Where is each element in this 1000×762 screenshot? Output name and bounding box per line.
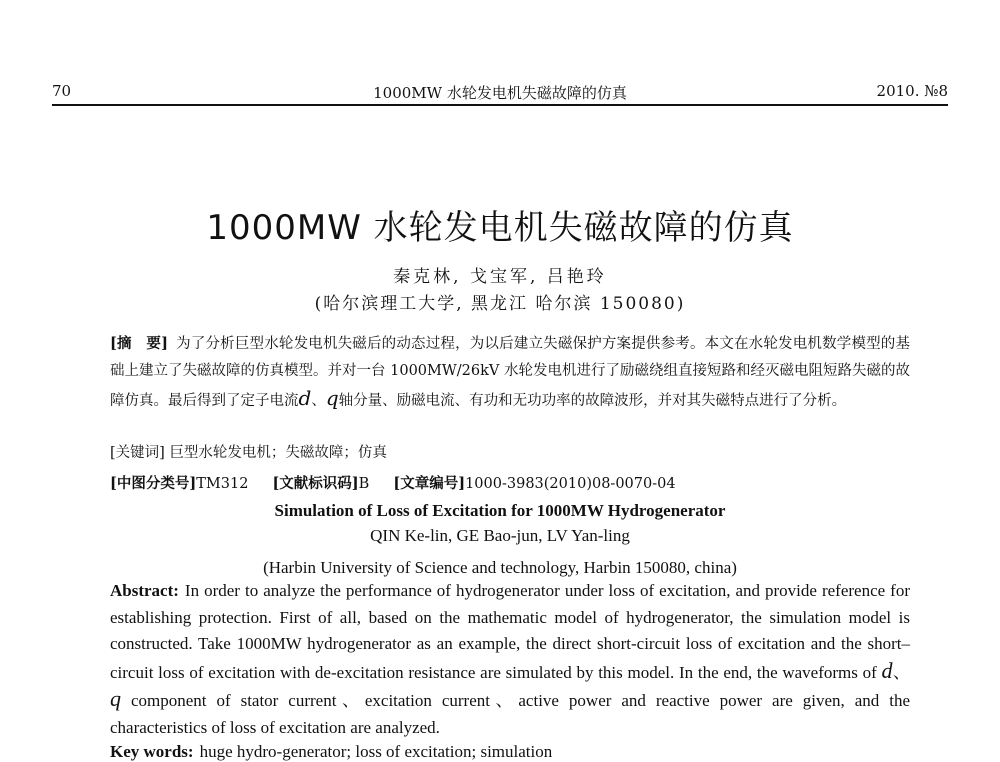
issue-number: 2010. №8	[876, 82, 948, 100]
english-abstract-label: Abstract:	[110, 581, 179, 600]
english-affiliation: (Harbin University of Science and technology, Harbin 150080, china)	[263, 558, 737, 577]
english-symbol-d: d	[881, 657, 893, 683]
english-title: Simulation of Loss of Excitation for 1000MW Hydrogenerator	[274, 501, 726, 520]
chinese-abstract	[110, 330, 910, 415]
english-authors: QIN Ke-lin, GE Bao-jun, LV Yan-ling	[370, 526, 630, 545]
author-list: 秦克林, 戈宝军, 吕艳玲	[393, 267, 607, 287]
clc-label: [中图分类号]	[110, 475, 197, 492]
classification-line	[110, 470, 910, 498]
english-abstract-text-1: In order to analyze the performance of hydrogenerator under loss of excitation, and provide reference for establishing protection. First of all, based on the mathematic model of hydrogenerator, the simulation model is constructed. Take 1000MW hydrogenerator as an example, the direct short-circuit loss of excitation and the short–circuit loss of excitation with de-excitation resistance are simulated by this model. In the end, the waveforms of	[110, 581, 910, 682]
chinese-keywords	[110, 440, 910, 467]
document-code-label: [文献标识码]	[272, 475, 359, 492]
english-keywords-label: Key words:	[110, 742, 194, 761]
english-keywords-text: huge hydro-generator; loss of excitation; simulation	[199, 742, 553, 761]
chinese-abstract-label: [摘 要]	[110, 335, 168, 352]
chinese-abstract-text-2: 轴分量、励磁电流、有功和无功功率的故障波形，并对其失磁特点进行了分析。	[338, 393, 847, 409]
symbol-d: d	[298, 386, 312, 410]
running-title: 1000MW 水轮发电机失磁故障的仿真	[373, 84, 627, 102]
paper-title: 1000MW 水轮发电机失磁故障的仿真	[206, 208, 794, 248]
page-number: 70	[52, 82, 72, 100]
english-symbol-q: q	[110, 686, 121, 711]
chinese-keywords-text: 巨型水轮发电机；失磁故障；仿真	[169, 445, 387, 461]
document-code-value: B	[358, 476, 370, 492]
english-keywords	[110, 742, 910, 762]
chinese-abstract-text-1: 为了分析巨型水轮发电机失磁后的动态过程，为以后建立失磁保护方案提供参考。本文在水轮发电机数学模型的基础上建立了失磁故障的仿真模型。并对一台 1000MW/26kV 水轮发电机进行了励磁绕组直接短路和经灭磁电阻短路失磁的故障仿真。最后得到了定子电流	[110, 336, 910, 409]
article-number-label: [文章编号]	[393, 475, 466, 492]
chinese-keywords-label: [关键词]	[110, 445, 165, 461]
separator: 、	[311, 393, 326, 409]
clc-value: TM312	[196, 476, 249, 492]
affiliation: (哈尔滨理工大学, 黑龙江 哈尔滨 150080)	[314, 294, 686, 314]
english-abstract-text-2: component of stator current、excitation current、active power and reactive power are given, and the characteristics of loss of excitation are analyzed.	[110, 691, 910, 737]
symbol-q: q	[325, 386, 339, 410]
article-number-value: 1000-3983(2010)08-0070-04	[465, 476, 676, 492]
english-abstract	[110, 578, 910, 741]
running-header	[52, 78, 948, 106]
english-separator: 、	[892, 662, 911, 682]
